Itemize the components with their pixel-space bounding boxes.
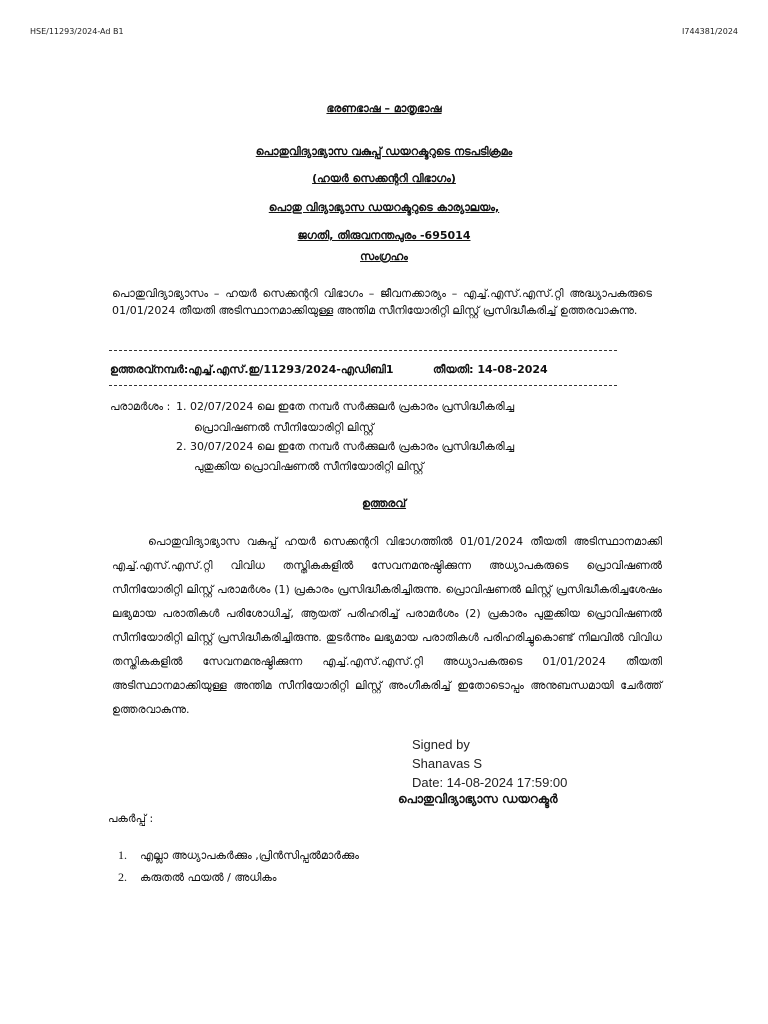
divider-bottom bbox=[109, 385, 617, 386]
document-id: I744381/2024 bbox=[682, 27, 738, 36]
copy-item-text: എല്ലാ അധ്യാപകർക്കും ,പ്രിൻസിപ്പൽമാർക്കും bbox=[140, 849, 360, 862]
office-title: പൊതു വിദ്യാഭ്യാസ ഡയറക്ടറുടെ കാര്യാലയം, bbox=[268, 201, 500, 214]
reference-2-number: 2. bbox=[176, 440, 187, 453]
summary-heading: സംഗ്രഹം bbox=[360, 250, 408, 263]
copy-label: പകർപ്പ് : bbox=[108, 812, 154, 825]
reference-2-line1: 30/07/2024 ലെ ഇതേ നമ്പർ സർക്കുലർ പ്രകാരം പ്രസിദ്ധീകരിച്ച bbox=[190, 440, 515, 453]
reference-1-line1: 02/07/2024 ലെ ഇതേ നമ്പർ സർക്കുലർ പ്രകാരം പ്രസിദ്ധീകരിച്ച bbox=[190, 400, 515, 413]
signature-block bbox=[412, 735, 567, 792]
reference-1-number: 1. bbox=[176, 400, 187, 413]
references-label: പരാമർശം : bbox=[110, 400, 171, 413]
wing-title: (ഹയർ സെക്കന്ററി വിഭാഗം) bbox=[312, 172, 456, 185]
copy-item bbox=[118, 870, 277, 885]
summary-paragraph: പൊതുവിദ്യാഭ്യാസം – ഹയർ സെക്കന്ററി വിഭാഗം – ജീവനക്കാര്യം – എച്ച്.എസ്.എസ്.റ്റി അദ്ധ്യാപകരുടെ 01/01/2024 തീയതി അടിസ്ഥാനമാക്കിയുള്ള അന്തിമ സീനിയോരിറ്റി ലിസ്റ്റ് പ്രസിദ്ധീകരിച്ച് ഉത്തരവാകുന്നു. bbox=[112, 287, 652, 317]
signed-by-label: Signed by bbox=[412, 737, 470, 752]
order-heading: ഉത്തരവ് bbox=[361, 497, 407, 510]
copy-item bbox=[118, 848, 359, 863]
file-reference: HSE/11293/2024-Ad B1 bbox=[30, 27, 124, 36]
order-date: തീയതി: 14-08-2024 bbox=[433, 363, 548, 376]
reference-1-line2: പ്രൊവിഷണൽ സീനിയോരിറ്റി ലിസ്റ്റ് bbox=[194, 421, 374, 434]
signer-name: Shanavas S bbox=[412, 756, 483, 771]
order-body: പൊതുവിദ്യാഭ്യാസ വകുപ്പ് ഹയർ സെക്കന്ററി വിഭാഗത്തിൽ 01/01/2024 തീയതി അടിസ്ഥാനമാക്കി എച്ച്.എസ്.എസ്.റ്റി വിവിധ തസ്തികകളിൽ സേവനമനുഷ്ഠിക്കുന്ന അധ്യാപകരുടെ പ്രൊവിഷണൽ സീനിയോരിറ്റി ലിസ്റ്റ് പരാമർശം (1) പ്രകാരം പ്രസിദ്ധീകരിച്ചിരുന്നു. പ്രൊവിഷണൽ ലിസ്റ്റ് പ്രസിദ്ധീകരിച്ചശേഷം ലഭ്യമായ പരാതികൾ പരിശോധിച്ച്, ആയത് പരിഹരിച്ച് പരാമർശം (2) പ്രകാരം പുതുക്കിയ പ്രൊവിഷണൽ സീനിയോരിറ്റി ലിസ്റ്റ് പ്രസിദ്ധീകരിച്ചിരുന്നു. തുടർന്നും ലഭ്യമായ പരാതികൾ പരിഹരിച്ചുകൊണ്ട് നിലവിൽ വിവിധ തസ്തികകളിൽ സേവനമനുഷ്ഠിക്കുന്ന എച്ച്.എസ്.എസ്.റ്റി അധ്യാപകരുടെ 01/01/2024 തീയതി അടിസ്ഥാനമാക്കിയുള്ള അന്തിമ സീനിയോരിറ്റി ലിസ്റ്റ് അംഗീകരിച്ച് ഇതോടൊപ്പം അനുബന്ധമായി ചേർത്ത് ഉത്തരവാകുന്നു. bbox=[112, 535, 662, 716]
copy-item-number: 2. bbox=[118, 870, 127, 884]
copy-item-number: 1. bbox=[118, 848, 127, 862]
divider-top bbox=[109, 350, 617, 351]
copy-item-text: കരുതൽ ഫയൽ / അധികം bbox=[140, 871, 277, 884]
office-address: ജഗതി, തിരുവനന്തപുരം -695014 bbox=[297, 229, 471, 242]
order-number: ഉത്തരവ്നമ്പർ:എച്ച്.എസ്.ഇ/11293/2024-എഡിബി1 bbox=[110, 363, 394, 376]
designation: പൊതുവിദ്യാഭ്യാസ ഡയറക്ടർ bbox=[398, 792, 558, 806]
department-title: പൊതുവിദ്യാഭ്യാസ വകുപ്പ് ഡയറക്ടറുടെ നടപടിക്രമം bbox=[255, 145, 513, 158]
reference-2-line2: പുതുക്കിയ പ്രൊവിഷണൽ സീനിയോരിറ്റി ലിസ്റ്റ് bbox=[194, 460, 424, 473]
signature-date: Date: 14-08-2024 17:59:00 bbox=[412, 775, 568, 790]
language-line: ഭരണഭാഷ – മാതൃഭാഷ bbox=[326, 102, 442, 115]
